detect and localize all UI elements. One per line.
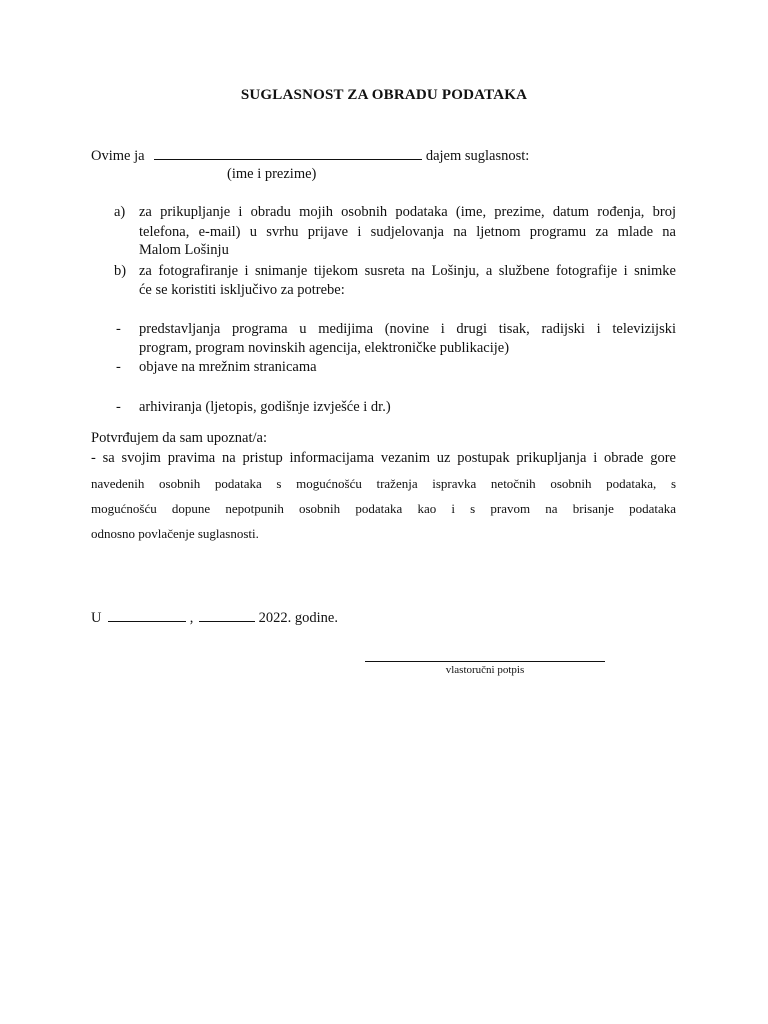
name-hint: (ime i prezime) (227, 166, 317, 182)
confirmation-heading: Potvrđujem da sam upoznat/a: (91, 430, 267, 446)
place-date-line (91, 607, 338, 628)
item-b-line-2: će se koristiti isključivo za potrebe: (139, 282, 345, 298)
item-a-line-2: telefona, e-mail) u svrhu prijave i sudjelovanja na ljetnom programu za mlade na (139, 224, 676, 240)
intro-prefix: Ovime ja (91, 148, 145, 164)
item-b-marker: b) (114, 263, 127, 279)
intro-suffix: dajem suglasnost: (425, 148, 530, 164)
purpose-1-line-2: program, program novinskih agencija, elektroničke publikacije) (139, 340, 510, 356)
document-title: SUGLASNOST ZA OBRADU PODATAKA (240, 87, 528, 103)
place-field-line[interactable] (108, 607, 186, 622)
confirmation-line-2: navedenih osobnih podataka s mogućnošću traženja ispravka netočnih osobnih podataka, s (91, 476, 676, 491)
confirmation-line-4: odnosno povlačenje suglasnosti. (91, 526, 259, 541)
purpose-3-line-1: arhiviranja (ljetopis, godišnje izvješće i dr.) (139, 399, 391, 415)
date-field-line[interactable] (199, 607, 255, 622)
purpose-1-line-1: predstavljanja programa u medijima (novine i drugi tisak, radijski i televizijski (139, 321, 676, 337)
place-date-separator: , (189, 610, 194, 626)
item-a-line-1: za prikupljanje i obradu mojih osobnih podataka (ime, prezime, datum rođenja, broj (139, 204, 676, 220)
year-suffix: 2022. godine. (258, 610, 338, 626)
confirmation-line-1: - sa svojim pravima na pristup informacijama vezanim uz postupak prikupljanja i obrade gore (91, 450, 676, 466)
signature-label: vlastoručni potpis (445, 664, 525, 676)
purpose-2-marker: - (116, 359, 121, 375)
place-prefix: U (91, 610, 102, 626)
purpose-2-line-1: objave na mrežnim stranicama (139, 359, 317, 375)
signature-line[interactable] (365, 661, 605, 662)
item-a-marker: a) (114, 204, 126, 220)
name-field-line[interactable] (154, 145, 422, 160)
confirmation-line-3: mogućnošću dopune nepotpunih osobnih podataka kao i s pravom na brisanje podataka (91, 501, 676, 516)
intro-line (91, 145, 529, 166)
purpose-1-marker: - (116, 321, 121, 337)
purpose-3-marker: - (116, 399, 121, 415)
item-a-line-3: Malom Lošinju (139, 242, 229, 258)
item-b-line-1: za fotografiranje i snimanje tijekom susreta na Lošinju, a službene fotografije i snimke (139, 263, 676, 279)
